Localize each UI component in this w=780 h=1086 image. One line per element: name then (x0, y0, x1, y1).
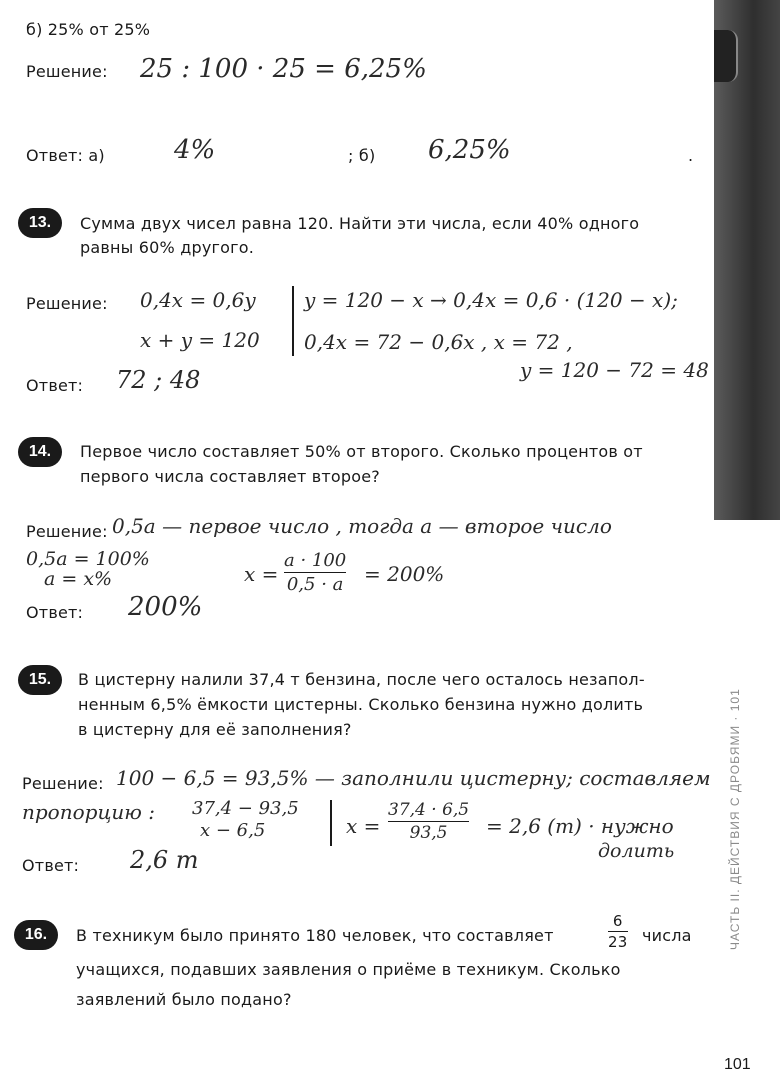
task-13-work-line1: y = 120 − x → 0,4x = 0,6 · (120 − x); (304, 288, 678, 312)
side-band (714, 0, 780, 520)
task-15-line1: 100 − 6,5 = 93,5% — заполнили цистерну; составляем (116, 766, 711, 790)
task-13-solution-label: Решение: (26, 294, 108, 313)
task-13-answer-label: Ответ: (26, 376, 84, 395)
task-15-divider (330, 800, 332, 846)
task-15-frac-num: 37,4 · 6,5 (388, 800, 470, 820)
task-15-x-eq: x = (346, 814, 381, 838)
task-15-prop-top: 37,4 − 93,5 (192, 798, 299, 819)
task-14-frac-num: a · 100 (284, 550, 347, 571)
task-16-fraction (608, 912, 628, 951)
task-16-frac-den: 23 (608, 933, 628, 951)
task-15-text-line3: в цистерну для её заполнения? (78, 720, 352, 739)
task-14-frac-den: 0,5 · a (286, 574, 344, 595)
task-14-line1: 0,5a — первое число , тогда a — второе число (112, 514, 612, 538)
task-14-number: 14. (18, 437, 62, 467)
task-15-text-line1: В цистерну налили 37,4 т бензина, после чего осталось незапол- (78, 670, 645, 689)
task-15-fraction (388, 800, 469, 843)
top-answer-sep: ; б) (348, 146, 376, 165)
task-14-prop-top: 0,5a = 100% (26, 548, 150, 570)
task-13-number: 13. (18, 208, 62, 238)
task-13-answer: 72 ; 48 (116, 366, 201, 394)
task-15-prop-bot: x − 6,5 (200, 820, 266, 841)
task-15-frac-line (388, 821, 469, 822)
top-answer-label: Ответ: а) (26, 146, 105, 165)
task-15-text-line2: ненным 6,5% ёмкости цистерны. Сколько бензина нужно долить (78, 695, 644, 714)
task-15-x-result: = 2,6 (т) · нужно (486, 814, 674, 838)
task-15-frac-den: 93,5 (409, 823, 448, 843)
task-15-solution-label: Решение: (22, 774, 104, 793)
task-13-sys-line2: x + y = 120 (140, 328, 260, 352)
task-16-text-line3: заявлений было подано? (76, 990, 292, 1009)
task-14-x-eq: x = (244, 562, 279, 586)
top-solution-hand: 25 : 100 · 25 = 6,25% (140, 54, 427, 84)
part-b-label: б) 25% от 25% (26, 20, 151, 39)
task-15-prop-label: пропорцию : (22, 800, 155, 824)
top-answer-b: 6,25% (428, 135, 511, 165)
task-16-text-line2: учащихся, подавших заявления о приёме в техникум. Сколько (76, 960, 621, 979)
top-answer-end: . (688, 146, 694, 165)
task-13-work-line3: y = 120 − 72 = 48 (520, 358, 709, 382)
task-13-work-line2: 0,4x = 72 − 0,6x , x = 72 , (304, 330, 573, 354)
task-14-fraction (284, 550, 346, 595)
task-14-x-result: = 200% (364, 562, 445, 586)
task-16-text-line1a: В техникум было принято 180 человек, что составляет (76, 926, 554, 945)
task-15-answer-label: Ответ: (22, 856, 80, 875)
task-15-answer: 2,6 т (130, 846, 199, 874)
task-16-number: 16. (14, 920, 58, 950)
task-13-text-line1: Сумма двух чисел равна 120. Найти эти числа, если 40% одного (80, 214, 640, 233)
task-14-solution-label: Решение: (26, 522, 108, 541)
page-number: 101 (724, 1056, 751, 1073)
task-13-text-line2: равны 60% другого. (80, 238, 254, 257)
task-16-text-line1b: числа (642, 926, 692, 945)
task-16-frac-num: 6 (612, 912, 623, 930)
top-answer-a: 4% (174, 135, 216, 165)
task-15-number: 15. (18, 665, 62, 695)
task-13-sys-line1: 0,4x = 0,6y (140, 288, 256, 312)
top-solution-label: Решение: (26, 62, 108, 81)
task-14-answer-label: Ответ: (26, 603, 84, 622)
task-14-text-line1: Первое число составляет 50% от второго. Сколько процентов от (80, 442, 643, 461)
side-vertical-text: ЧАСТЬ II. ДЕЙСТВИЯ С ДРОБЯМИ · 101 (728, 688, 742, 950)
task-13-divider (292, 286, 294, 356)
task-15-x-result2: долить (598, 840, 675, 862)
task-14-prop-bot: a = x% (44, 568, 113, 590)
task-16-frac-line (608, 931, 628, 932)
side-band-notch (714, 30, 738, 82)
task-14-answer: 200% (128, 592, 203, 622)
task-14-frac-line (284, 572, 346, 573)
task-14-text-line2: первого числа составляет второе? (80, 467, 380, 486)
